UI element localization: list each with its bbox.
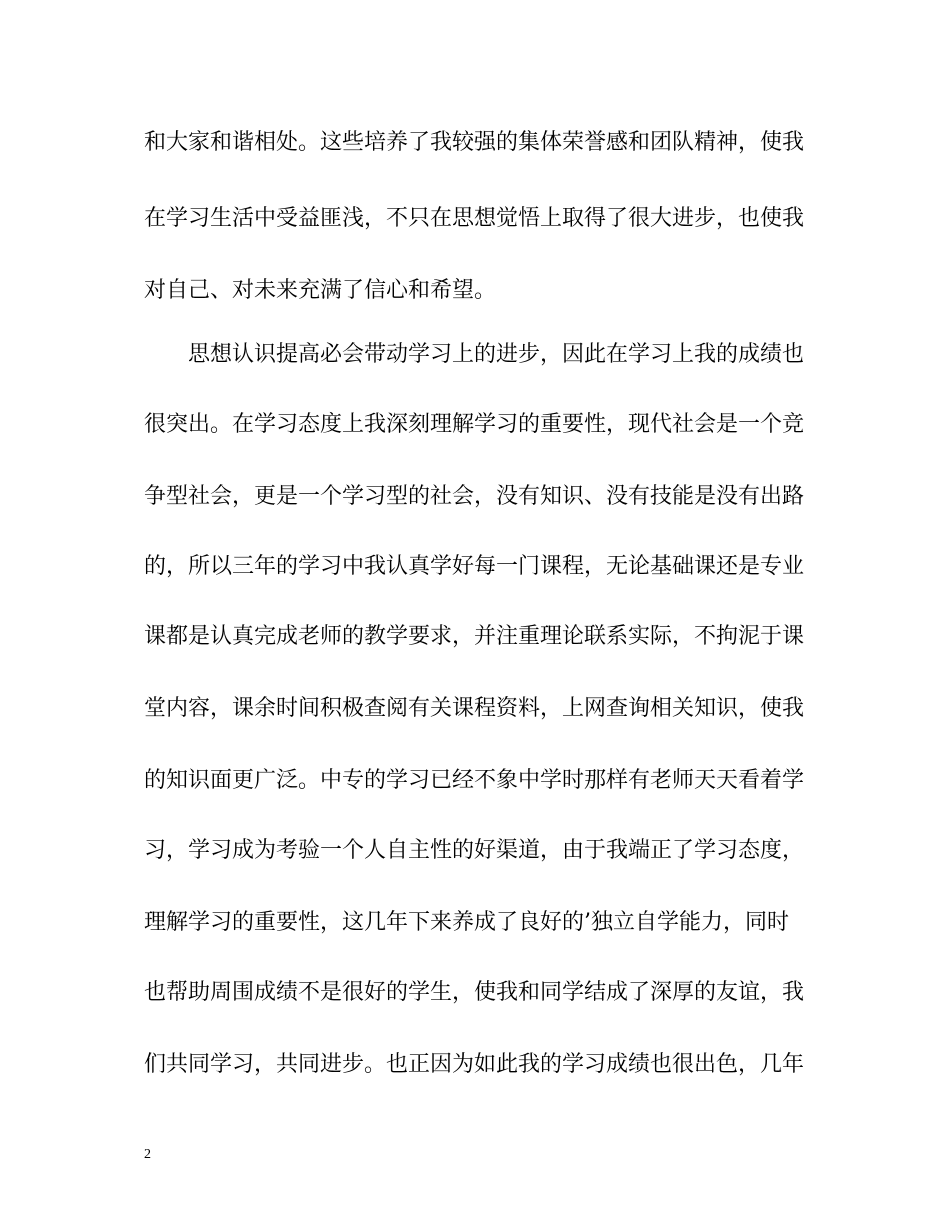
text-line: 对自己、对未来充满了信心和希望。 (144, 278, 497, 303)
text-line: 和大家和谐相处。这些培养了我较强的集体荣誉感和团队精神，使我 (144, 130, 804, 155)
text-line: 堂内容，课余时间积极查阅有关课程资料，上网查询相关知识，使我 (144, 696, 804, 721)
text-line: 很突出。在学习态度上我深刻理解学习的重要性，现代社会是一个竞 (144, 412, 804, 437)
text-line: 争型社会，更是一个学习型的社会，没有知识、没有技能是没有出路 (144, 484, 804, 509)
text-line: 习，学习成为考验一个人自主性的好渠道，由于我端正了学习态度， (144, 838, 804, 863)
text-line: 们共同学习，共同进步。也正因为如此我的学习成绩也很出色，几年 (144, 1052, 804, 1077)
text-line: 课都是认真完成老师的教学要求，并注重理论联系实际，不拘泥于课 (144, 624, 804, 649)
page-number: 2 (144, 1147, 151, 1162)
text-line: 思想认识提高必会带动学习上的进步，因此在学习上我的成绩也 (188, 342, 804, 367)
text-line: 的，所以三年的学习中我认真学好每一门课程，无论基础课还是专业 (144, 554, 804, 579)
text-line: 的知识面更广泛。中专的学习已经不象中学时那样有老师天天看着学 (144, 768, 804, 793)
text-line: 在学习生活中受益匪浅，不只在思想觉悟上取得了很大进步，也使我 (144, 206, 804, 231)
text-line: 也帮助周围成绩不是很好的学生，使我和同学结成了深厚的友谊，我 (144, 980, 804, 1005)
text-line: 理解学习的重要性，这几年下来养成了良好的’独立自学能力，同时 (144, 910, 789, 935)
